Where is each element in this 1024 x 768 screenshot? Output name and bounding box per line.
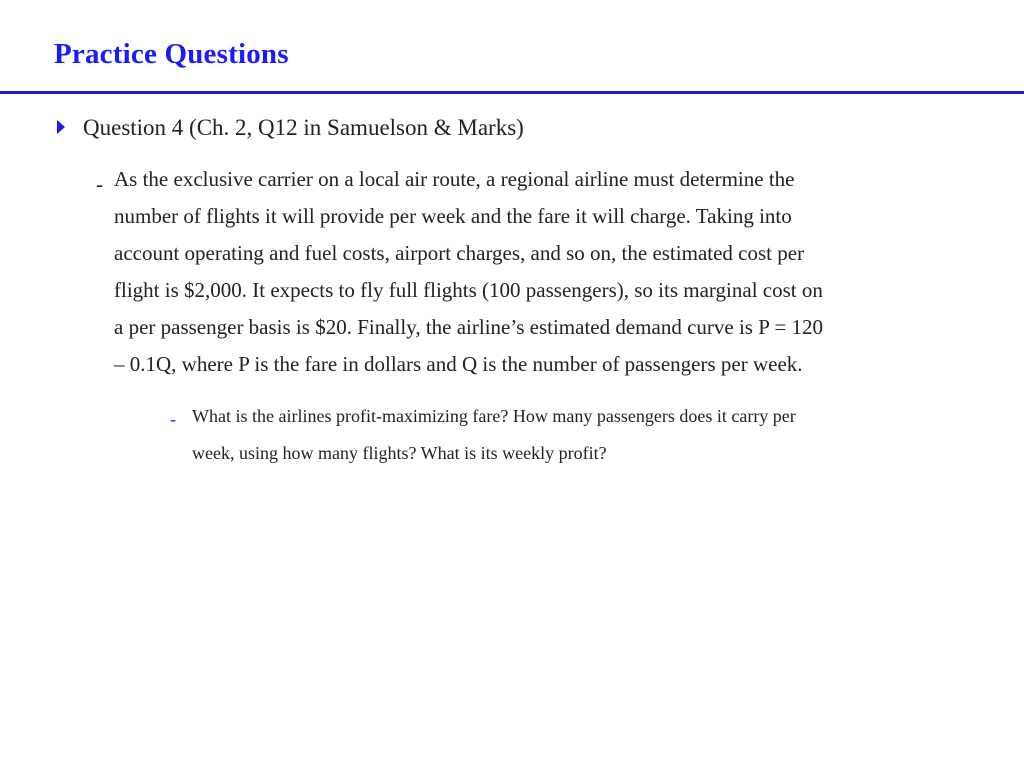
sub-question-line: What is the airlines profit-maximizing fare? How many passengers does it carry per (192, 406, 796, 426)
title-divider (0, 91, 1024, 94)
sub-question-dash: - (170, 409, 176, 429)
body-line: a per passenger basis is $20. Finally, the airline’s estimated demand curve is P = 120 (114, 315, 823, 339)
triangle-right-icon (56, 119, 66, 135)
body-line: flight is $2,000. It expects to fly full flights (100 passengers), so its marginal cost on (114, 278, 823, 302)
slide-title: Practice Questions (54, 38, 289, 70)
body-line: account operating and fuel costs, airport charges, and so on, the estimated cost per (114, 241, 805, 265)
sub-question-line: week, using how many flights? What is its weekly profit? (192, 443, 607, 463)
body-line: number of flights it will provide per week and the fare it will charge. Taking into (114, 204, 792, 228)
question-heading: Question 4 (Ch. 2, Q12 in Samuelson & Marks) (83, 115, 524, 140)
question-body (114, 161, 969, 383)
body-line: As the exclusive carrier on a local air route, a regional airline must determine the (114, 167, 795, 191)
body-line: – 0.1Q, where P is the fare in dollars and Q is the number of passengers per week. (114, 352, 803, 376)
sub-question (192, 398, 972, 472)
body-dash: - (96, 172, 103, 196)
